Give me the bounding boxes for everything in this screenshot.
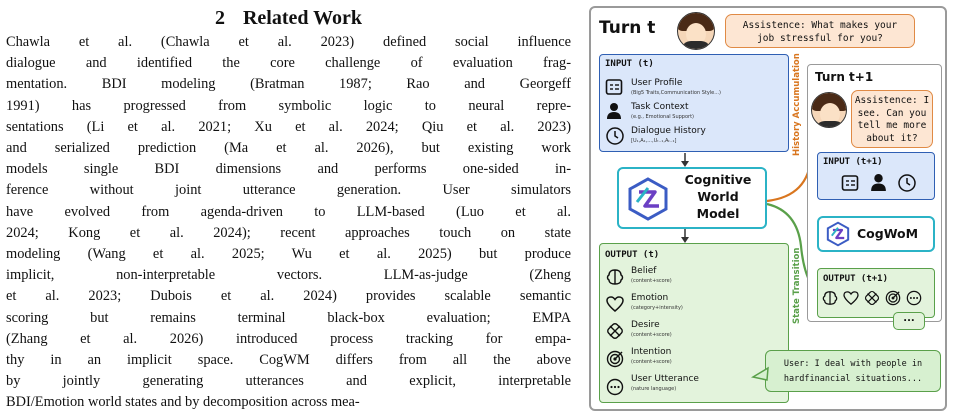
- paragraph-line: 2024; Kong et al. 2024); recent approaches touch on state: [6, 224, 571, 241]
- cogwm-figure: [589, 6, 954, 416]
- brain-icon: [606, 268, 624, 286]
- assistant-followup-line: Assistence: I: [854, 95, 930, 106]
- history-accumulation-label: History Accumulation: [792, 53, 802, 156]
- section-heading: [6, 4, 571, 32]
- paragraph-line: ference without joint utterance generation. User simulators: [6, 182, 571, 199]
- model-logo-icon: [625, 176, 671, 222]
- input-row-title: Task Context: [631, 102, 689, 112]
- chat-bubble-icon: [906, 290, 922, 306]
- paragraph-line: dialogue and identified the core challenge of evaluation frag-: [6, 55, 571, 72]
- output-row-sub: (nature language): [631, 386, 677, 392]
- paragraph-line: et al. 2023; Dubois et al. 2024) provides scalable semantic: [6, 288, 571, 305]
- assistant-followup-line: about it?: [866, 132, 918, 144]
- model-name-line: World: [697, 189, 739, 204]
- model-name-line: Model: [696, 206, 740, 221]
- input-row-title: User Profile: [631, 78, 683, 88]
- paper-text-column: [6, 0, 571, 414]
- output-row-sub: (content+score): [631, 359, 672, 365]
- paragraph-line: sentations (Li et al. 2021; Xu et al. 2024; Qiu et al. 2023): [6, 118, 571, 135]
- paragraph-line: mentation. BDI modeling (Bratman 1987; Rao and Georgeff: [6, 76, 571, 93]
- paragraph-line: by jointly generating utterances and explicit, interpretable: [6, 373, 571, 390]
- paragraph-line: BDI/Emotion world states and by decomposition across mea-: [6, 394, 360, 411]
- output-row-title: Desire: [631, 320, 660, 330]
- user-utterance-bubble: [765, 350, 941, 392]
- user-utterance-line1: User: I deal with people in: [783, 359, 923, 369]
- output-t-title: OUTPUT (t): [605, 250, 660, 260]
- paragraph-line: and serialized prediction (Ma et al. 2026), but existing work: [6, 140, 571, 157]
- clock-icon: [897, 173, 917, 193]
- output-row-title: Belief: [631, 266, 657, 276]
- paragraph-line: thy in an implicit space. CogWM differs from all the above: [6, 352, 571, 369]
- ellipsis-bubble: ...: [893, 312, 925, 330]
- heart-icon: [606, 296, 624, 312]
- paragraph-line: modeling (Wang et al. 2025; Wu et al. 2025) but produce: [6, 246, 571, 263]
- model-logo-icon: [825, 221, 851, 247]
- assistant-avatar-icon: [811, 92, 847, 128]
- target-icon: [885, 290, 901, 306]
- chat-bubble-icon: [606, 378, 624, 396]
- output-row-sub: (content+score): [631, 278, 672, 284]
- assistant-question-line1: Assistence: What makes your: [742, 20, 898, 31]
- input-row-title: Dialogue History: [631, 126, 706, 136]
- paragraph-line: implicit, non-interpretable vectors. LLM-as-judge (Zheng: [6, 267, 571, 284]
- related-work-paragraph: [6, 32, 571, 414]
- input-row-sub: (e.g., Emotional Support): [631, 114, 694, 120]
- desire-knot-icon: [864, 290, 880, 306]
- output-row-sub: (category+intensity): [631, 305, 683, 311]
- output-row-sub: (content+score): [631, 332, 672, 338]
- model-name-line: Cognitive: [684, 172, 752, 187]
- paragraph-line: 1991) has progressed from symbolic logic to neural repre-: [6, 97, 571, 114]
- input-t-title: INPUT (t): [605, 59, 654, 69]
- model-name: [675, 171, 761, 222]
- input-row-sub: (Big5 Traits,Communication Style...): [631, 90, 721, 96]
- cogwom-label: CogWoM: [857, 226, 919, 241]
- turn-t-label: Turn t: [599, 18, 656, 38]
- section-title: Related Work: [242, 7, 363, 29]
- paragraph-line: (Zhang et al. 2026) introduced process tracking for empa-: [6, 330, 571, 347]
- section-number: 2: [214, 7, 225, 29]
- output-row-title: Intention: [631, 347, 672, 357]
- heart-icon: [843, 291, 859, 305]
- output-row-title: Emotion: [631, 293, 669, 303]
- paragraph-line: models single BDI dimensions and performs one-sided in-: [6, 161, 571, 178]
- assistant-question-line2: job stressful for you?: [757, 33, 883, 44]
- paragraph-line: have evolved from agenda-driven to LLM-based (Luo et al.: [6, 203, 571, 220]
- assistant-followup-line: tell me more: [857, 120, 927, 131]
- input-row-sub: [U₁,A₁,...,Uₜ₋₁,Aₜ₋₁]: [631, 138, 677, 144]
- output-row-title: User Utterance: [631, 374, 699, 384]
- desire-knot-icon: [606, 322, 624, 340]
- paragraph-line: scoring but remains terminal black-box evaluation; EMPA: [6, 309, 571, 326]
- turn-t1-label: Turn t+1: [815, 70, 874, 84]
- paragraph-line: Chawla et al. (Chawla et al. 2023) defined social influence: [6, 34, 571, 50]
- assistant-followup-bubble: [851, 90, 933, 148]
- user-utterance-line2: hardfinancial situations...: [783, 374, 923, 384]
- assistant-followup-line: see. Can you: [857, 107, 927, 119]
- output-t1-title: OUTPUT (t+1): [823, 274, 889, 284]
- target-icon: [606, 350, 624, 368]
- brain-icon: [822, 290, 838, 306]
- input-t1-title: INPUT (t+1): [823, 157, 883, 167]
- person-icon: [869, 173, 888, 192]
- state-transition-label: State Transition: [792, 247, 802, 324]
- profile-card-icon: [841, 174, 859, 192]
